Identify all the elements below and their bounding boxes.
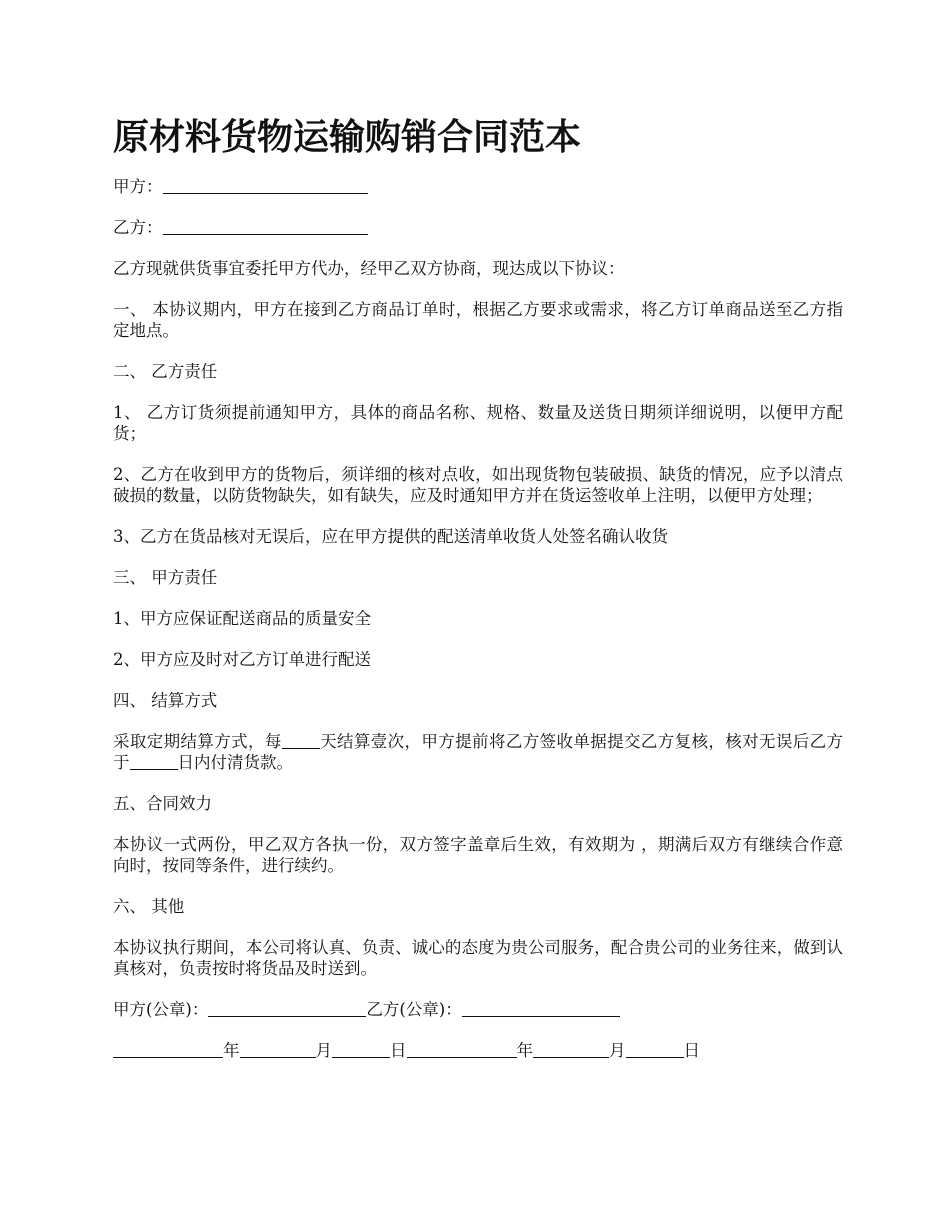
document-title: 原材料货物运输购销合同范本 — [113, 116, 582, 158]
section-4-heading: 四、 结算方式 — [113, 691, 218, 710]
section-6-heading: 六、 其他 — [113, 897, 185, 916]
party-b-year-label: 年 — [516, 1041, 533, 1060]
settlement-days-blank — [282, 732, 320, 749]
section-2-item-3: 3、乙方在货品核对无误后，应在甲方提供的配送清单收货人处签名确认收货 — [113, 527, 668, 546]
party-b-line — [113, 217, 843, 238]
section-5-heading: 五、合同效力 — [113, 794, 212, 813]
party-b-day-blank — [626, 1041, 684, 1058]
section-3-heading: 三、 甲方责任 — [113, 568, 218, 587]
section-2-heading: 二、 乙方责任 — [113, 362, 218, 381]
party-a-day-label: 日 — [390, 1041, 407, 1060]
intro-paragraph: 乙方现就供货事宜委托甲方代办，经甲乙双方协商，现达成以下协议： — [113, 259, 625, 278]
party-a-month-label: 月 — [315, 1041, 332, 1060]
section-2-item-1: 1、 乙方订货须提前通知甲方，具体的商品名称、规格、数量及送货日期须详细说明，以便甲方配货； — [113, 403, 843, 443]
contract-page — [113, 112, 843, 1081]
party-b-year-blank — [407, 1041, 517, 1058]
payment-days-blank — [130, 753, 178, 770]
party-b-month-label: 月 — [609, 1041, 626, 1060]
party-a-label: 甲方： — [113, 177, 163, 196]
party-a-line — [113, 176, 843, 197]
party-a-year-label: 年 — [223, 1041, 240, 1060]
party-b-blank — [163, 218, 368, 235]
party-a-seal-blank — [208, 1000, 366, 1017]
party-b-seal-blank — [462, 1000, 620, 1017]
section-2-item-2: 2、乙方在收到甲方的货物后，须详细的核对点收，如出现货物包装破损、缺货的情况，应予以清点破损的数量，以防货物缺失，如有缺失，应及时通知甲方并在货运签收单上注明，以便甲方处理； — [113, 465, 843, 505]
settlement-text-3: 日内付清货款。 — [177, 753, 293, 772]
party-a-year-blank — [113, 1041, 223, 1058]
party-b-label: 乙方： — [113, 218, 163, 237]
section-6-text: 本协议执行期间，本公司将认真、负责、诚心的态度为贵公司服务，配合贵公司的业务往来，做到认真核对，负责按时将货品及时送到。 — [113, 938, 843, 978]
seal-line — [113, 999, 843, 1020]
section-4-text — [113, 731, 843, 773]
party-a-day-blank — [332, 1041, 390, 1058]
party-b-day-label: 日 — [683, 1041, 700, 1060]
party-a-seal-label: 甲方(公章)： — [113, 1000, 209, 1019]
settlement-text-2: 天结算壹次，甲方提前将乙方签收单据提交乙方复核，核对无误后乙方于 — [113, 732, 844, 772]
party-a-month-blank — [240, 1041, 316, 1058]
party-b-month-blank — [533, 1041, 609, 1058]
contract-body — [113, 176, 843, 1061]
party-b-seal-label: 乙方(公章)： — [366, 1000, 462, 1019]
date-line — [113, 1040, 843, 1061]
party-a-blank — [163, 177, 368, 194]
section-1: 一、 本协议期内，甲方在接到乙方商品订单时，根据乙方要求或需求，将乙方订单商品送至乙方指定地点。 — [113, 300, 843, 340]
settlement-text-1: 采取定期结算方式，每 — [113, 732, 282, 751]
section-5-text: 本协议一式两份，甲乙双方各执一份，双方签字盖章后生效，有效期为 ，期满后双方有继续合作意向时，按同等条件，进行续约。 — [113, 835, 843, 875]
section-3-item-1: 1、甲方应保证配送商品的质量安全 — [113, 609, 371, 628]
section-3-item-2: 2、甲方应及时对乙方订单进行配送 — [113, 650, 371, 669]
